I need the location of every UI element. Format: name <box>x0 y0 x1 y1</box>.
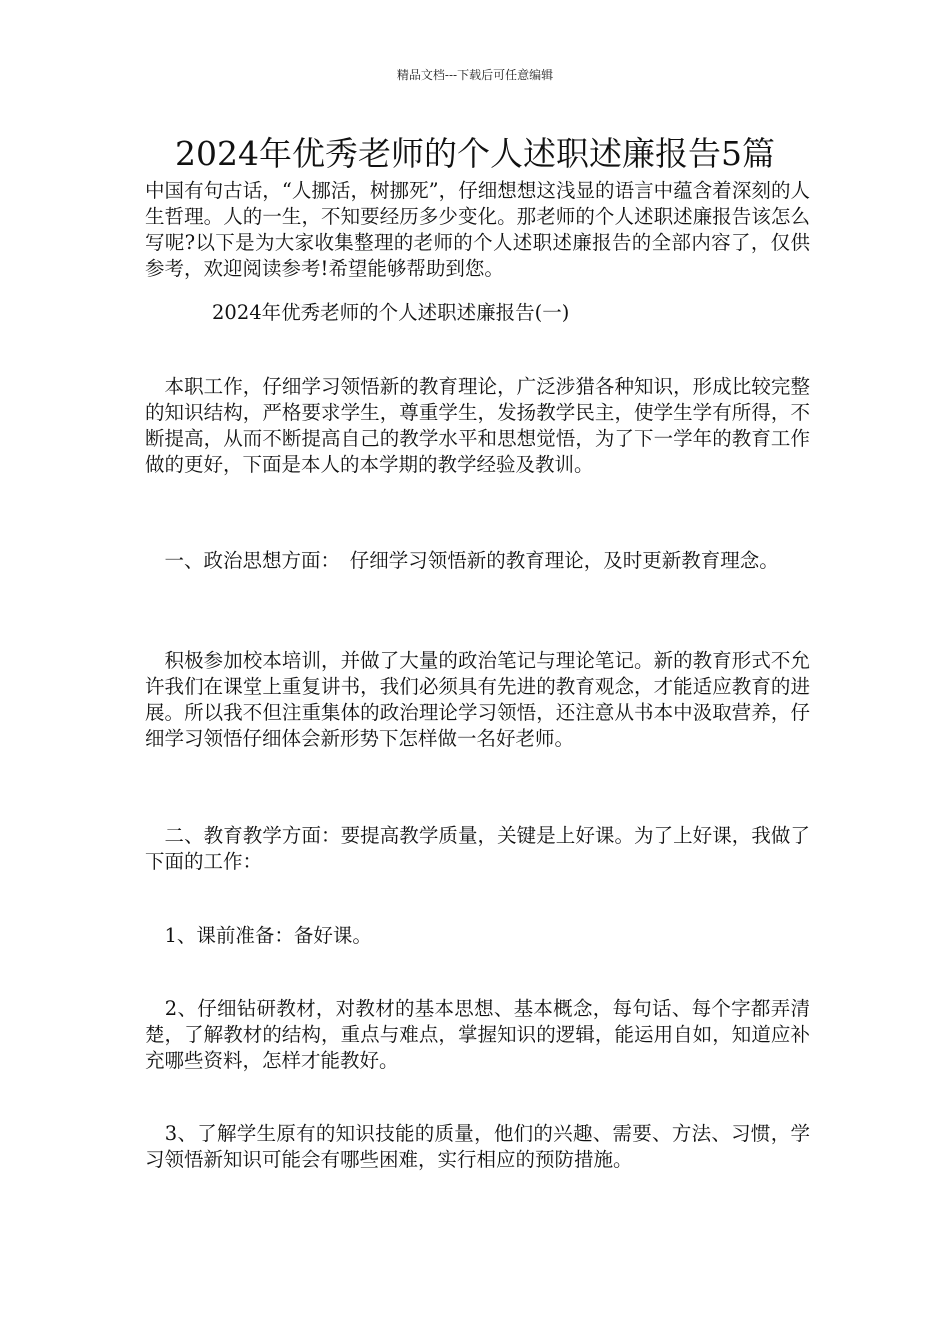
paragraph-duties: 本职工作，仔细学习领悟新的教育理论，广泛涉猎各种知识，形成比较完整的知识结构，严格要求学生，尊重学生，发扬教学民主，使学生学有所得，不断提高，从而不断提高自己的教学水平和思想觉悟，为了下一学年的教育工作做的更好，下面是本人的本学期的教学经验及教训。 <box>145 375 810 476</box>
paragraph-teaching: 二、教育教学方面：要提高教学质量，关键是上好课。为了上好课，我做了下面的工作： <box>145 824 810 873</box>
section-heading: 2024年优秀老师的个人述职述廉报告(一) <box>212 301 570 324</box>
paragraph-understand-students: 3、了解学生原有的知识技能的质量，他们的兴趣、需要、方法、习惯，学习领悟新知识可能会有哪些困难，实行相应的预防措施。 <box>145 1122 810 1171</box>
paragraph-training: 积极参加校本培训，并做了大量的政治笔记与理论笔记。新的教育形式不允许我们在课堂上重复讲书，我们必须具有先进的教育观念，才能适应教育的进展。所以我不但注重集体的政治理论学习领悟，还注意从书本中汲取营养，仔细学习领悟仔细体会新形势下怎样做一名好老师。 <box>145 649 810 750</box>
paragraph-study-materials: 2、仔细钻研教材，对教材的基本思想、基本概念，每句话、每个字都弄清楚，了解教材的结构，重点与难点，掌握知识的逻辑，能运用自如，知道应补充哪些资料，怎样才能教好。 <box>145 997 810 1072</box>
document-title: 2024年优秀老师的个人述职述廉报告5篇 <box>175 134 775 173</box>
paragraph-lesson-prep: 1、课前准备：备好课。 <box>145 924 372 947</box>
intro-paragraph: 中国有句古话，“人挪活，树挪死”，仔细想想这浅显的语言中蕴含着深刻的人生哲理。人的一生，不知要经历多少变化。那老师的个人述职述廉报告该怎么写呢?以下是为大家收集整理的老师的个人述职述廉报告的全部内容了，仅供参考，欢迎阅读参考!希望能够帮助到您。 <box>145 179 810 280</box>
paragraph-political-thought: 一、政治思想方面： 仔细学习领悟新的教育理论，及时更新教育理念。 <box>145 549 779 572</box>
header-note: 精品文档---下载后可任意编辑 <box>396 68 554 82</box>
